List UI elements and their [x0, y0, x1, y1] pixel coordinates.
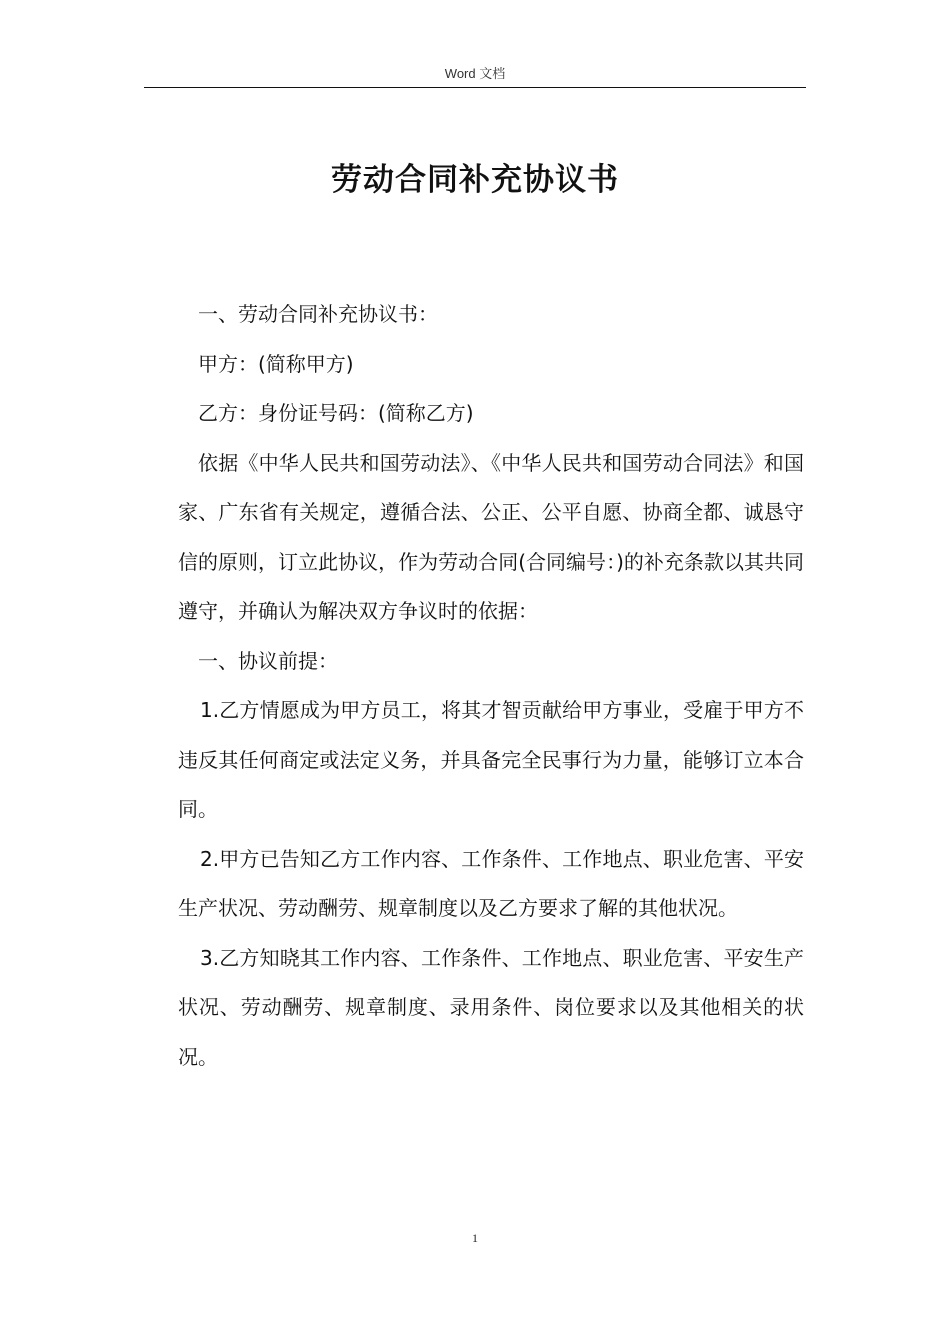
- page-number: 1: [472, 1231, 478, 1245]
- header-divider: [144, 87, 806, 88]
- paragraph-clause-2: 2.甲方已告知乙方工作内容、工作条件、工作地点、职业危害、平安生产状况、劳动酬劳、规章制度以及乙方要求了解的其他状况。: [178, 846, 804, 920]
- paragraph-legal-basis: 依据《中华人民共和国劳动法》、《中华人民共和国劳动合同法》和国家、广东省有关规定，遵循合法、公正、公平自愿、协商全都、诚恳守信的原则，订立此协议，作为劳动合同(合同编号：)的补充条款以其共同遵守，并确认为解决双方争议时的依据：: [178, 450, 804, 623]
- paragraph-clause-1: 1.乙方情愿成为甲方员工，将其才智贡献给甲方事业，受雇于甲方不违反其任何商定或法定义务，并具备完全民事行为力量，能够订立本合同。: [178, 698, 804, 821]
- paragraph-section-heading: 一、劳动合同补充协议书：: [198, 302, 438, 326]
- document-body: [178, 290, 804, 1082]
- page-header-text: Word 文档: [444, 66, 506, 81]
- paragraph-party-a: 甲方：(简称甲方): [198, 351, 354, 376]
- paragraph-clause-3: 3.乙方知晓其工作内容、工作条件、工作地点、职业危害、平安生产状况、劳动酬劳、规章制度、录用条件、岗位要求以及其他相关的状况。: [178, 945, 804, 1069]
- document-title: 劳动合同补充协议书: [331, 162, 619, 198]
- paragraph-agreement-premise-heading: 一、协议前提：: [198, 648, 338, 673]
- paragraph-party-b: 乙方：身份证号码：(简称乙方): [198, 401, 474, 425]
